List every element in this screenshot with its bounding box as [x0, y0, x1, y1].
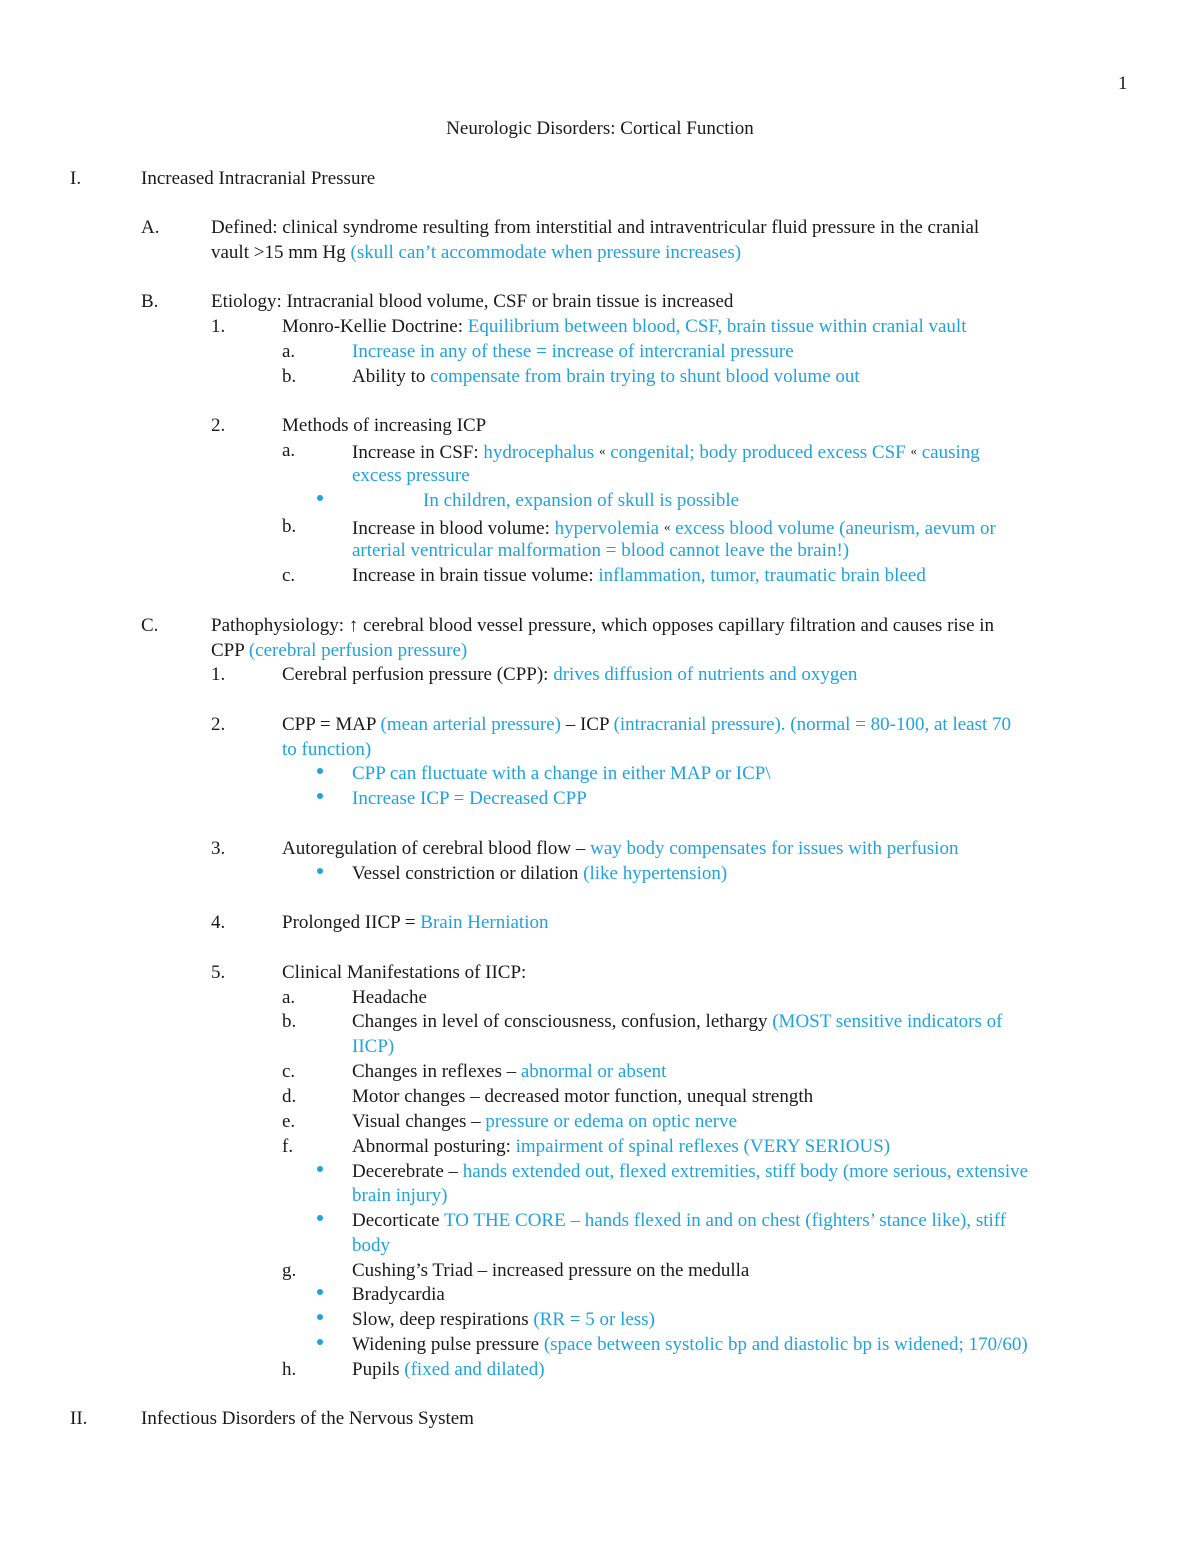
arrow-symbol: «: [598, 443, 606, 458]
note-text: Equilibrium between blood, CSF, brain tissue within cranial vault: [467, 316, 967, 337]
note-text: Brain Herniation: [420, 912, 549, 933]
outline-letter: b.: [282, 1011, 297, 1032]
list-item: Visual changes – pressure or edema on optic nerve: [352, 1111, 738, 1132]
note-text: pressure or edema on optic nerve: [485, 1111, 738, 1132]
outline-letter: c.: [282, 565, 296, 586]
note-text: arterial ventricular malformation = blood cannot leave the brain!): [352, 540, 850, 561]
note-text: abnormal or absent: [520, 1061, 667, 1082]
bullet-text: Widening pulse pressure (space between systolic bp and diastolic bp is widened; 170/60): [352, 1334, 1028, 1355]
outline-letter: a.: [282, 987, 296, 1008]
note-text: (RR = 5 or less): [533, 1309, 655, 1330]
bullet-icon: [317, 1314, 323, 1320]
definition-line: Defined: clinical syndrome resulting from interstitial and intraventricular fluid pressure in the cranial: [211, 217, 980, 238]
outline-number: 4.: [211, 912, 226, 933]
bullet-text: Decerebrate – hands extended out, flexed extremities, stiff body (more serious, extensive: [352, 1161, 1029, 1182]
bullet-text: Bradycardia: [352, 1284, 445, 1305]
bullet-icon: [317, 1215, 323, 1221]
arrow-symbol: «: [663, 519, 671, 534]
list-heading: Methods of increasing ICP: [282, 415, 487, 436]
note-text: body: [352, 1235, 390, 1256]
pathophysiology-line: Pathophysiology: ↑ cerebral blood vessel pressure, which opposes capillary filtration and causes rise in: [211, 615, 995, 636]
section-number: II.: [70, 1408, 88, 1429]
outline-letter: b.: [282, 516, 297, 537]
outline-letter: h.: [282, 1359, 297, 1380]
list-item: CPP = MAP (mean arterial pressure) – ICP (intracranial pressure). (normal = 80-100, at least 70: [282, 714, 1012, 735]
bullet-icon: [317, 495, 323, 501]
outline-letter: b.: [282, 366, 297, 387]
note-text: inflammation, tumor, traumatic brain bleed: [598, 565, 926, 586]
outline-number: 3.: [211, 838, 226, 859]
list-item: Changes in level of consciousness, confusion, lethargy (MOST sensitive indicators of: [352, 1011, 1003, 1032]
bullet-icon: [317, 793, 323, 799]
list-item: Abnormal posturing: impairment of spinal reflexes (VERY SERIOUS): [352, 1136, 891, 1157]
list-item: Autoregulation of cerebral blood flow – way body compensates for issues with perfusion: [282, 838, 959, 859]
bullet-icon: [317, 768, 323, 774]
note-text: excess pressure: [352, 465, 470, 486]
list-item: Increase in brain tissue volume: inflammation, tumor, traumatic brain bleed: [352, 565, 926, 586]
outline-letter: g.: [282, 1260, 297, 1281]
outline-letter: B.: [141, 291, 159, 312]
page-number: 1: [1118, 73, 1128, 94]
bullet-icon: [317, 1166, 323, 1172]
section-number: I.: [70, 168, 82, 189]
outline-letter: f.: [282, 1136, 294, 1157]
definition-line: vault >15 mm Hg (skull can’t accommodate when pressure increases): [211, 242, 742, 263]
outline-letter: c.: [282, 1061, 296, 1082]
list-item: Prolonged IICP = Brain Herniation: [282, 912, 549, 933]
bullet-icon: [317, 1339, 323, 1345]
note-text: Increase in any of these = increase of intercranial pressure: [352, 341, 794, 362]
note-text: impairment of spinal reflexes (VERY SERIOUS): [515, 1136, 891, 1157]
list-heading: Clinical Manifestations of IICP:: [282, 962, 527, 983]
note-text: drives diffusion of nutrients and oxygen: [553, 664, 858, 685]
note-text: TO THE CORE – hands flexed in and on chest (fighters’ stance like), stiff: [443, 1210, 1007, 1231]
note-text: to function): [282, 739, 372, 760]
list-item: Increase in CSF: hydrocephalus « congenital; body produced excess CSF « causing: [352, 442, 980, 463]
list-item: Cushing’s Triad – increased pressure on the medulla: [352, 1260, 750, 1281]
note-text: compensate from brain trying to shunt blood volume out: [430, 366, 860, 387]
note-text: (space between systolic bp and diastolic bp is widened; 170/60): [543, 1334, 1028, 1355]
outline-letter: a.: [282, 341, 296, 362]
list-item: Changes in reflexes – abnormal or absent: [352, 1061, 667, 1082]
outline-letter: C.: [141, 615, 159, 636]
outline-number: 5.: [211, 962, 226, 983]
list-item: Pupils (fixed and dilated): [352, 1359, 545, 1380]
list-item: Headache: [352, 987, 427, 1008]
outline-letter: d.: [282, 1086, 297, 1107]
note-text: (cerebral perfusion pressure): [248, 640, 468, 661]
note-text: (mean arterial pressure): [380, 714, 561, 735]
note-text: (fixed and dilated): [404, 1359, 545, 1380]
outline-letter: a.: [282, 440, 296, 461]
outline-letter: A.: [141, 217, 160, 238]
outline-number: 1.: [211, 664, 226, 685]
outline-number: 2.: [211, 415, 226, 436]
note-text: way body compensates for issues with perfusion: [590, 838, 959, 859]
section-heading: Increased Intracranial Pressure: [141, 168, 376, 189]
note-text: (intracranial pressure). (normal = 80-100, at least 70: [613, 714, 1012, 735]
bullet-icon: [317, 868, 323, 874]
list-item: Increase in blood volume: hypervolemia « excess blood volume (aneurism, aevum or: [352, 518, 996, 539]
note-text: IICP): [352, 1036, 395, 1057]
outline-letter: e.: [282, 1111, 296, 1132]
list-item: Motor changes – decreased motor function, unequal strength: [352, 1086, 814, 1107]
arrow-symbol: «: [910, 443, 917, 458]
note-text: hypervolemia: [554, 518, 664, 539]
document-title: Neurologic Disorders: Cortical Function: [446, 118, 754, 139]
section-heading: Infectious Disorders of the Nervous System: [141, 1408, 474, 1429]
note-text: (MOST sensitive indicators of: [772, 1011, 1003, 1032]
bullet-text: CPP can fluctuate with a change in either MAP or ICP\: [352, 763, 771, 784]
etiology-heading: Etiology: Intracranial blood volume, CSF or brain tissue is increased: [211, 291, 734, 312]
bullet-text: Increase ICP = Decreased CPP: [352, 788, 587, 809]
outline-number: 1.: [211, 316, 226, 337]
list-item: Ability to compensate from brain trying to shunt blood volume out: [352, 366, 860, 387]
pathophysiology-line: CPP (cerebral perfusion pressure): [211, 640, 468, 661]
bullet-text: Slow, deep respirations (RR = 5 or less): [352, 1309, 655, 1330]
bullet-text: Vessel constriction or dilation (like hypertension): [352, 863, 728, 884]
bullet-icon: [317, 1289, 323, 1295]
note-text: (skull can’t accommodate when pressure increases): [350, 242, 742, 263]
note-text: brain injury): [352, 1185, 448, 1206]
note-text: hands extended out, flexed extremities, stiff body (more serious, extensive: [462, 1161, 1029, 1182]
list-item: Monro-Kellie Doctrine: Equilibrium between blood, CSF, brain tissue within cranial vault: [282, 316, 967, 337]
bullet-text: Decorticate TO THE CORE – hands flexed in and on chest (fighters’ stance like), stiff: [352, 1210, 1007, 1231]
list-item: Cerebral perfusion pressure (CPP): drives diffusion of nutrients and oxygen: [282, 664, 858, 685]
note-text: (like hypertension): [583, 863, 728, 884]
outline-number: 2.: [211, 714, 226, 735]
note-text: hydrocephalus: [483, 442, 599, 463]
bullet-text: In children, expansion of skull is possible: [423, 490, 740, 511]
